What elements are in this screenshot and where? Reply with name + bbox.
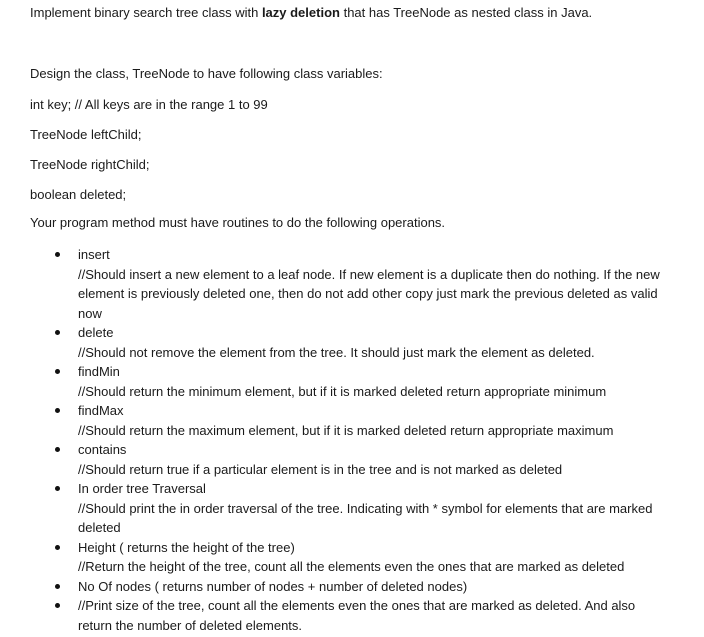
class-variable-right-child: TreeNode rightChild; <box>30 157 150 172</box>
intro-prefix: Implement binary search tree class with <box>30 5 262 20</box>
bullet-icon <box>55 447 60 452</box>
intro-paragraph <box>30 5 592 21</box>
operation-description: //Should not remove the element from the tree. It should just mark the element as deleted. <box>78 344 595 360</box>
operation-description: //Return the height of the tree, count all the elements even the ones that are marked as deleted <box>78 559 625 574</box>
class-variable-deleted: boolean deleted; <box>30 187 127 202</box>
operation-item-find-min <box>0 362 704 401</box>
operation-name: insert <box>78 247 110 262</box>
operation-item-print-size <box>0 596 704 635</box>
design-heading: Design the class, TreeNode to have following class variables: <box>30 66 383 81</box>
operation-name: Height ( returns the height of the tree) <box>78 539 295 555</box>
operation-name: delete <box>78 325 114 340</box>
bullet-icon <box>55 603 60 608</box>
operation-item-height <box>0 538 704 577</box>
operation-item-insert <box>0 245 704 323</box>
bullet-icon <box>55 369 60 374</box>
bullet-icon <box>55 584 60 589</box>
operation-item-find-max <box>0 401 704 440</box>
operation-description: //Print size of the tree, count all the elements even the ones that are marked as deleted. And also return the number of deleted elements. <box>78 598 636 633</box>
operation-description: //Should return the maximum element, but if it is marked deleted return appropriate maximum <box>78 422 614 438</box>
intro-bold-term: lazy deletion <box>261 5 340 20</box>
bullet-icon <box>55 408 60 413</box>
operations-list <box>0 245 704 635</box>
operation-name: No Of nodes ( returns number of nodes + number of deleted nodes) <box>78 578 468 594</box>
class-variable-left-child: TreeNode leftChild; <box>30 127 142 142</box>
intro-suffix: that has TreeNode as nested class in Java. <box>339 5 593 20</box>
operation-name: findMin <box>78 364 120 379</box>
operation-item-no-of-nodes <box>0 577 704 597</box>
bullet-icon <box>55 252 60 257</box>
operation-item-in-order-traversal <box>0 479 704 538</box>
operation-item-delete <box>0 323 704 362</box>
class-variable-key: int key; // All keys are in the range 1 to 99 <box>30 97 268 112</box>
operation-name: contains <box>78 442 127 457</box>
operation-name: In order tree Traversal <box>78 481 206 496</box>
operation-item-contains <box>0 440 704 479</box>
operation-description: //Should insert a new element to a leaf node. If new element is a duplicate then do nothing. If the new element is previously deleted one, then do not add other copy just mark the previous deleted as valid now <box>78 266 660 321</box>
operation-name: findMax <box>78 403 124 418</box>
operations-heading: Your program method must have routines to do the following operations. <box>30 215 446 230</box>
operation-description: //Should return true if a particular element is in the tree and is not marked as deleted <box>78 461 563 477</box>
bullet-icon <box>55 545 60 550</box>
operation-description: //Should print the in order traversal of the tree. Indicating with * symbol for elements that are marked deleted <box>78 500 653 535</box>
bullet-icon <box>55 330 60 335</box>
operation-description: //Should return the minimum element, but if it is marked deleted return appropriate minimum <box>78 383 607 399</box>
bullet-icon <box>55 486 60 491</box>
